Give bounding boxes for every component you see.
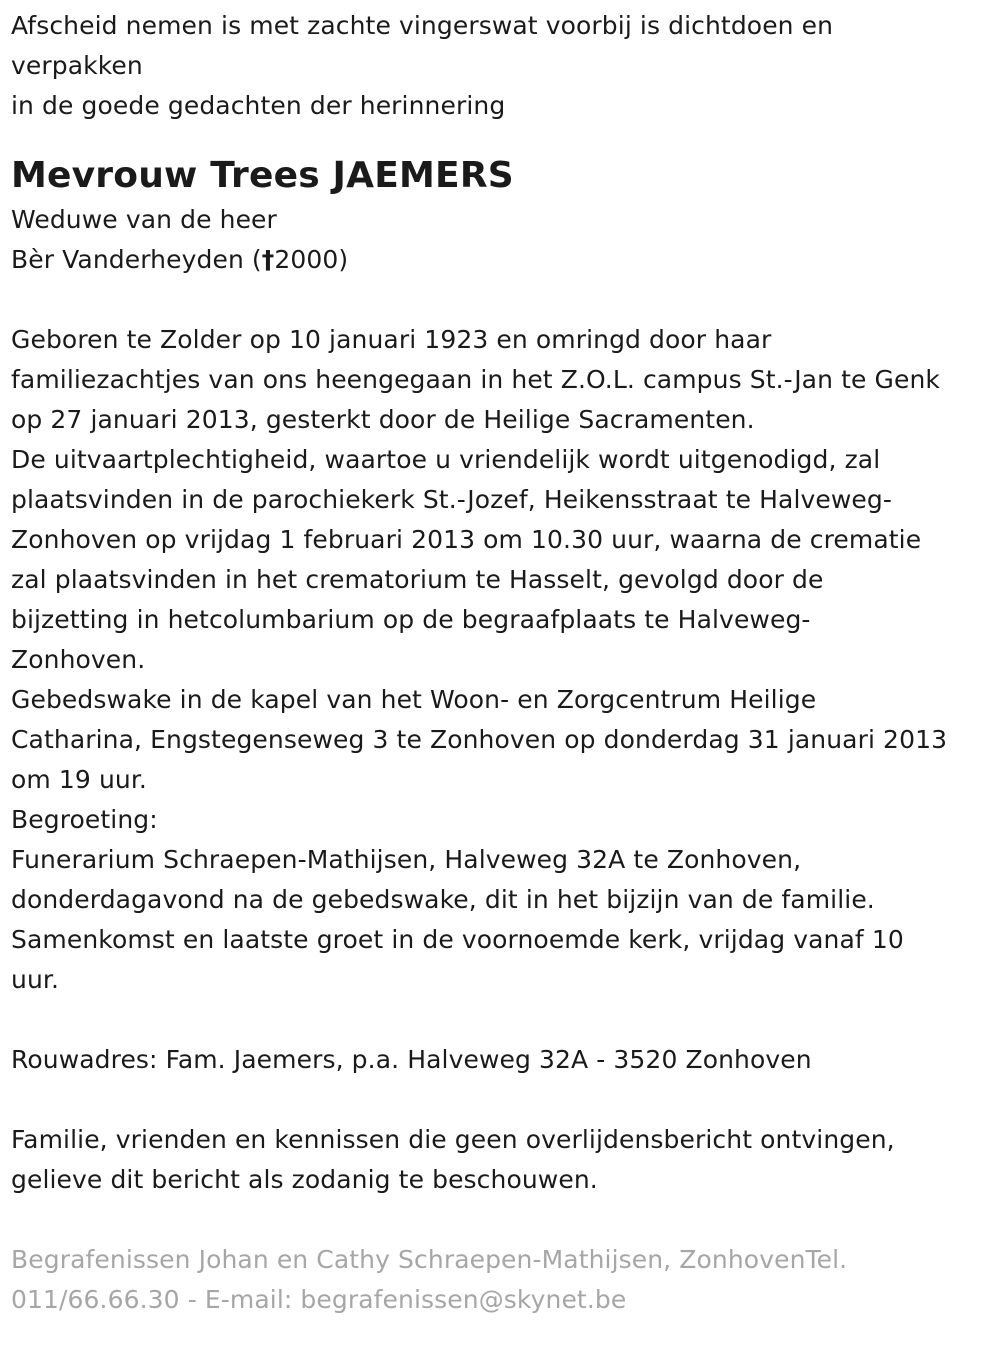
spouse-info <box>11 200 988 280</box>
address-line: Rouwadres: Fam. Jaemers, p.a. Halveweg 32A - 3520 Zonhoven <box>11 1045 812 1074</box>
body-line: Funerarium Schraepen-Mathijsen, Halveweg 32A te Zonhoven, <box>11 845 802 874</box>
spacer <box>11 1080 988 1120</box>
body-line: om 19 uur. <box>11 765 147 794</box>
notice-line: gelieve dit bericht als zodanig te beschouwen. <box>11 1165 598 1194</box>
body-line: De uitvaartplechtigheid, waartoe u vriendelijk wordt uitgenodigd, zal <box>11 445 881 474</box>
spacer <box>11 280 988 320</box>
body-line: familiezachtjes van ons heengegaan in het Z.O.L. campus St.-Jan te Genk <box>11 365 940 394</box>
spacer <box>11 1200 988 1240</box>
poem-line: verpakken <box>11 51 143 80</box>
footer-line: 011/66.66.30 - E-mail: begrafenissen@skynet.be <box>11 1285 627 1314</box>
poem <box>11 6 988 126</box>
body-line: Begroeting: <box>11 805 158 834</box>
poem-line: Afscheid nemen is met zachte vingerswat voorbij is dichtdoen en <box>11 11 834 40</box>
body-line: op 27 januari 2013, gesterkt door de Heilige Sacramenten. <box>11 405 755 434</box>
notice-line: Familie, vrienden en kennissen die geen overlijdensbericht ontvingen, <box>11 1125 895 1154</box>
footer-line: Begrafenissen Johan en Cathy Schraepen-Mathijsen, ZonhovenTel. <box>11 1245 848 1274</box>
body-line: donderdagavond na de gebedswake, dit in het bijzijn van de familie. <box>11 885 875 914</box>
spouse-death-year: 2000) <box>274 245 349 274</box>
body-line: Zonhoven op vrijdag 1 februari 2013 om 10.30 uur, waarna de crematie <box>11 525 922 554</box>
body-line: plaatsvinden in de parochiekerk St.-Jozef, Heikensstraat te Halveweg- <box>11 485 892 514</box>
body-line: Geboren te Zolder op 10 januari 1923 en omringd door haar <box>11 325 772 354</box>
body-line: Catharina, Engstegenseweg 3 te Zonhoven op donderdag 31 januari 2013 <box>11 725 948 754</box>
body-line: Samenkomst en laatste groet in de voornoemde kerk, vrijdag vanaf 10 <box>11 925 904 954</box>
spacer <box>11 1000 988 1040</box>
spouse-line <box>11 240 988 280</box>
body-line: uur. <box>11 965 60 994</box>
spouse-name: Bèr Vanderheyden ( <box>11 245 262 274</box>
funeral-home-footer <box>11 1240 988 1320</box>
notice <box>11 1120 988 1200</box>
body-line: Zonhoven. <box>11 645 146 674</box>
body-line: Gebedswake in de kapel van het Woon- en Zorgcentrum Heilige <box>11 685 817 714</box>
mourning-address <box>11 1040 988 1080</box>
obituary-body <box>11 320 988 1000</box>
widow-line: Weduwe van de heer <box>11 205 277 234</box>
body-line: bijzetting in hetcolumbarium op de begraafplaats te Halveweg- <box>11 605 811 634</box>
cross-icon: † <box>261 245 275 274</box>
poem-line: in de goede gedachten der herinnering <box>11 91 506 120</box>
body-line: zal plaatsvinden in het crematorium te Hasselt, gevolgd door de <box>11 565 824 594</box>
deceased-name: Mevrouw Trees JAEMERS <box>11 155 514 196</box>
